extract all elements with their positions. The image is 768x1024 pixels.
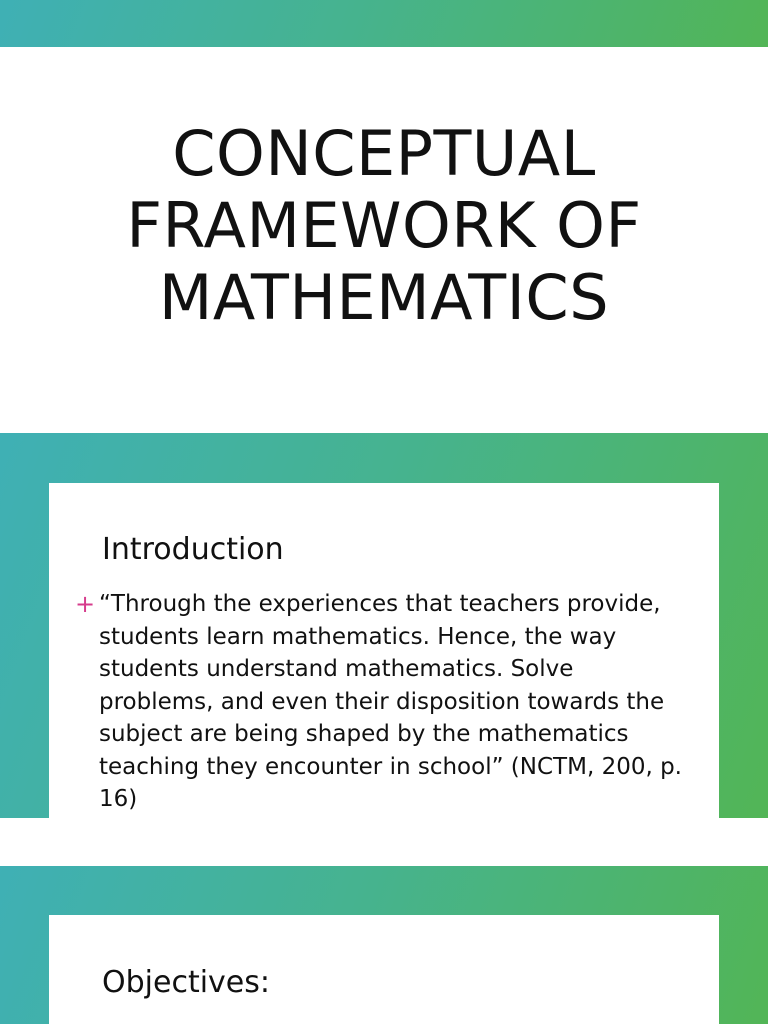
plus-bullet-icon: + (75, 590, 96, 618)
slide-title: CONCEPTUAL FRAMEWORK OF MATHEMATICS (126, 117, 642, 334)
objectives-heading: Objectives: (102, 965, 270, 1000)
introduction-slide-card (49, 483, 719, 818)
slide-gap (0, 818, 768, 866)
introduction-heading: Introduction (102, 532, 284, 567)
introduction-quote-text: “Through the experiences that teachers provide, students learn mathematics. Hence, the way students understand mathematics. Solve problems, and even their disposition towards the subject are being shaped by the mathematics teaching they encounter in school” (NCTM, 200, p. 16) (99, 591, 682, 812)
title-slide (0, 47, 768, 433)
slide1-top-gradient-bar (0, 0, 768, 47)
objectives-slide-card (49, 915, 719, 1024)
introduction-bullet (75, 588, 695, 816)
